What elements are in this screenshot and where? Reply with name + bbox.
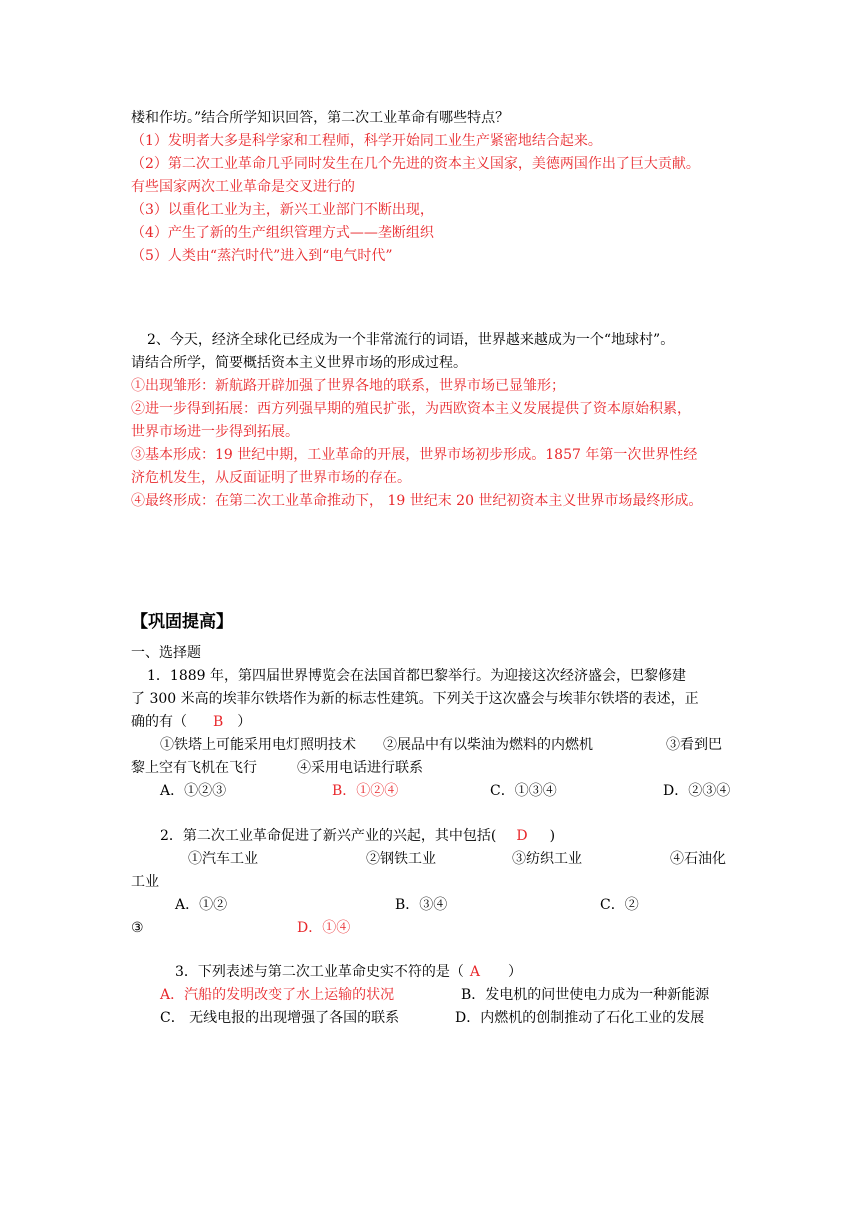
mc1-option-b: B．①②④ bbox=[332, 783, 399, 799]
mc3-option-c: C． 无线电报的出现增强了各国的联系 bbox=[160, 1010, 400, 1026]
prev-answer-2-wrap: 有些国家两次工业革命是交叉进行的 bbox=[131, 179, 355, 195]
mc2-stem-post: ) bbox=[549, 828, 556, 844]
prev-question-intro: 楼和作坊。”结合所学知识回答，第二次工业革命有哪些特点？ bbox=[131, 110, 510, 126]
mc3-stem bbox=[175, 962, 522, 982]
q2-stem-line-2: 请结合所学，简要概括资本主义世界市场的形成过程。 bbox=[131, 355, 467, 371]
prev-answer-5: （5）人类由“蒸汽时代”进入到“电气时代” bbox=[131, 248, 393, 264]
prev-answer-3: （3）以重化工业为主，新兴工业部门不断出现， bbox=[131, 202, 434, 218]
mc3-stem-post: ） bbox=[508, 964, 523, 980]
mc2-option-d: D．①④ bbox=[297, 920, 351, 936]
mc2-option-a: A．①② bbox=[175, 897, 228, 913]
mc1-item-2: ②展品中有以柴油为燃料的内燃机 bbox=[383, 737, 593, 753]
mc3-stem-pre: 3．下列表述与第二次工业革命史实不符的是（ bbox=[175, 964, 464, 980]
mc2-stem bbox=[160, 826, 555, 846]
mc1-stem-post: ） bbox=[237, 714, 252, 730]
mc1-item-4: ④采用电话进行联系 bbox=[297, 760, 423, 776]
q2-answer-2-wrap: 世界市场进一步得到拓展。 bbox=[131, 424, 299, 440]
mc2-option-b: B．③④ bbox=[395, 897, 448, 913]
mc1-option-d: D．②③④ bbox=[663, 783, 731, 799]
mc2-item-2: ②钢铁工业 bbox=[366, 851, 436, 867]
mc2-stem-pre: 2．第二次工业革命促进了新兴产业的兴起，其中包括( bbox=[160, 828, 497, 844]
mc2-item-1: ①汽车工业 bbox=[188, 851, 258, 867]
section-subtitle: 一、选择题 bbox=[131, 645, 201, 661]
mc2-item-4: ④石油化 bbox=[670, 851, 726, 867]
mc1-stem-line-1: 1．1889 年，第四届世界博览会在法国首都巴黎举行。为迎接这次经济盛会，巴黎修建 bbox=[147, 668, 686, 684]
mc2-item-4-wrap: 工业 bbox=[131, 874, 159, 890]
section-title: 【巩固提高】 bbox=[131, 612, 233, 632]
mc2-item-3: ③纺织工业 bbox=[512, 851, 582, 867]
mc1-stem-pre: 确的有（ bbox=[131, 714, 187, 730]
mc1-item-3-wrap: 黎上空有飞机在飞行 bbox=[131, 760, 257, 776]
mc3-option-d: D．内燃机的创制推动了石化工业的发展 bbox=[455, 1010, 705, 1026]
q2-answer-1: ①出现雏形：新航路开辟加强了世界各地的联系，世界市场已显雏形； bbox=[131, 378, 565, 394]
mc2-answer: D bbox=[516, 828, 528, 844]
q2-stem-line-1: 2、今天，经济全球化已经成为一个非常流行的词语，世界越来越成为一个“地球村”。 bbox=[147, 332, 675, 348]
prev-answer-1: （1）发明者大多是科学家和工程师，科学开始同工业生产紧密地结合起来。 bbox=[131, 133, 602, 149]
mc2-option-c: C．② bbox=[600, 897, 639, 913]
q2-answer-4: ④最终形成：在第二次工业革命推动下， 19 世纪末 20 世纪初资本主义世界市场最终形成。 bbox=[131, 493, 703, 509]
mc1-stem-line-2: 了 300 米高的埃菲尔铁塔作为新的标志性建筑。下列关于这次盛会与埃菲尔铁塔的表述，正 bbox=[131, 691, 699, 707]
mc3-answer: A bbox=[469, 964, 481, 980]
q2-answer-3-wrap: 济危机发生，从反面证明了世界市场的存在。 bbox=[131, 470, 411, 486]
q2-answer-3: ③基本形成：19 世纪中期，工业革命的开展，世界市场初步形成。1857 年第一次世界性经 bbox=[131, 447, 698, 463]
mc1-answer: B bbox=[213, 714, 224, 730]
mc1-option-c: C．①③④ bbox=[490, 783, 557, 799]
mc1-stem-line-3 bbox=[131, 712, 251, 732]
prev-answer-4: （4）产生了新的生产组织管理方式——垄断组织 bbox=[131, 225, 434, 241]
mc1-item-1: ①铁塔上可能采用电灯照明技术 bbox=[160, 737, 356, 753]
q2-answer-2: ②进一步得到拓展：西方列强早期的殖民扩张，为西欧资本主义发展提供了资本原始积累， bbox=[131, 401, 691, 417]
mc3-option-b: B．发电机的问世使电力成为一种新能源 bbox=[461, 987, 710, 1003]
prev-answer-2: （2）第二次工业革命几乎同时发生在几个先进的资本主义国家，美德两国作出了巨大贡献。 bbox=[131, 156, 700, 172]
mc3-option-a: A．汽船的发明改变了水上运输的状况 bbox=[160, 987, 395, 1003]
mc1-option-a: A．①②③ bbox=[160, 783, 227, 799]
mc1-item-3: ③看到巴 bbox=[666, 737, 722, 753]
mc2-option-c-wrap: ③ bbox=[131, 920, 144, 936]
